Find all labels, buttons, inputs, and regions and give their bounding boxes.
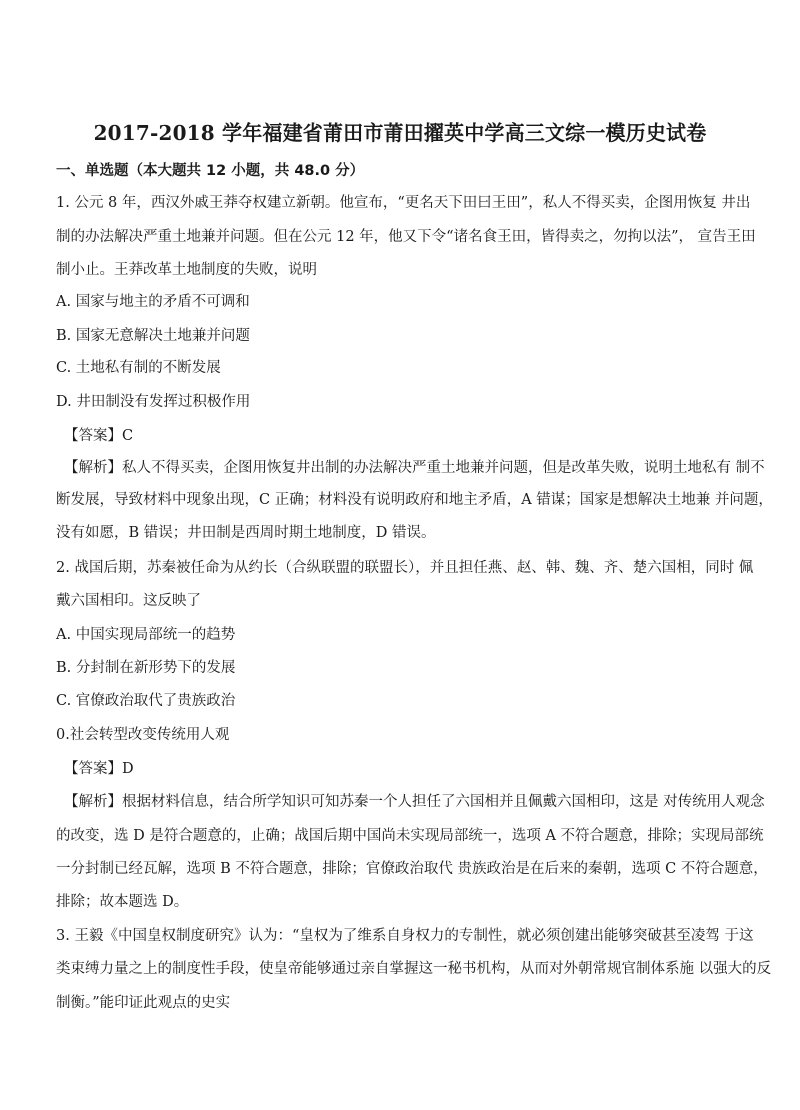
q2-option-c: C. 官僚政治取代了贵族政治 (56, 693, 236, 709)
section-heading: 一、单选题（本大题共 12 小题，共 48.0 分） (56, 163, 365, 179)
q3-stem-line-1: 3. 王毅《中国皇权制度研究》认为：“皇权为了维系自身权力的专制性，就必须创建出能够突破甚至凌驾 于这 (56, 928, 754, 944)
q1-analysis-line-2: 断发展，导致材料中现象出现，C 正确；材料没有说明政府和地主矛盾，A 错谋；国家是想解决土地兼 并问题， (56, 492, 773, 508)
q1-option-c: C. 土地私有制的不断发展 (56, 360, 221, 376)
q1-option-b: B. 国家无意解决土地兼并问题 (56, 328, 250, 344)
q1-stem-line-3: 制小止。王莽改革土地制度的失败，说明 (56, 262, 317, 278)
q1-option-a: A. 国家与地主的矛盾不可调和 (56, 294, 250, 310)
q2-answer: 【答案】D (64, 761, 134, 777)
q2-stem-line-2: 戴六国相印。这反映了 (56, 593, 201, 609)
q1-answer: 【答案】C (64, 428, 134, 444)
q1-stem-line-2: 制的办法解决严重土地兼并问题。但在公元 12 年，他又下令“诸名食王田，皆得卖之，勿拘以法”， 宣告王田 (56, 229, 756, 245)
q3-stem-line-3: 制衡。”能印证此观点的史实 (56, 995, 231, 1011)
q2-stem-line-1: 2. 战国后期，苏秦被任命为从约长（合纵联盟的联盟长），并且担任燕、赵、韩、魏、齐、楚六国相，同时 佩 (56, 560, 754, 576)
q1-stem-line-1: 1. 公元 8 年，西汉外戚王莽夺权建立新朝。他宣布，“更名天下田曰王田”，私人不得买卖，企图用恢复 井出 (56, 195, 751, 211)
q1-analysis-line-1: 【解析】私人不得买卖，企图用恢复井出制的办法解决严重土地兼并问题，但是改革失败，说明土地私有 制不 (64, 460, 765, 476)
q2-analysis-line-4: 排除；故本题选 D。 (56, 894, 189, 910)
q2-analysis-line-1: 【解析】根据材料信息，结合所学知识可知苏秦一个人担任了六国相并且佩戴六国相印，这是 对传统用人观念 (64, 794, 765, 810)
q3-stem-line-2: 类束缚力量之上的制度性手段，使皇帝能够通过亲自掌握这一秘书机构，从而对外朝常规官制体系施 以强大的反 (56, 961, 772, 977)
q2-option-b: B. 分封制在新形势下的发展 (56, 660, 236, 676)
q2-option-a: A. 中国实现局部统一的趋势 (56, 627, 236, 643)
q1-analysis-line-3: 没有如愿，B 错误；井田制是西周时期土地制度，D 错误。 (56, 525, 436, 541)
q1-option-d: D. 井田制没有发挥过积极作用 (56, 394, 251, 410)
q2-analysis-line-2: 的改变，选 D 是符合题意的，止确；战国后期中国尚未实现局部统一，选项 A 不符合题意，排除；实现局部统 (56, 828, 764, 844)
q2-analysis-line-3: 一分封制已经瓦解，选项 B 不符合题意，排除；官僚政治取代 贵族政治是在后来的秦朝，选项 C 不符合题意， (56, 861, 768, 877)
q2-option-d: 0.社会转型改变传统用人观 (56, 727, 230, 743)
exam-title: 2017-2018 学年福建省莆田市莆田擢英中学高三文综一模历史试卷 (93, 121, 707, 145)
